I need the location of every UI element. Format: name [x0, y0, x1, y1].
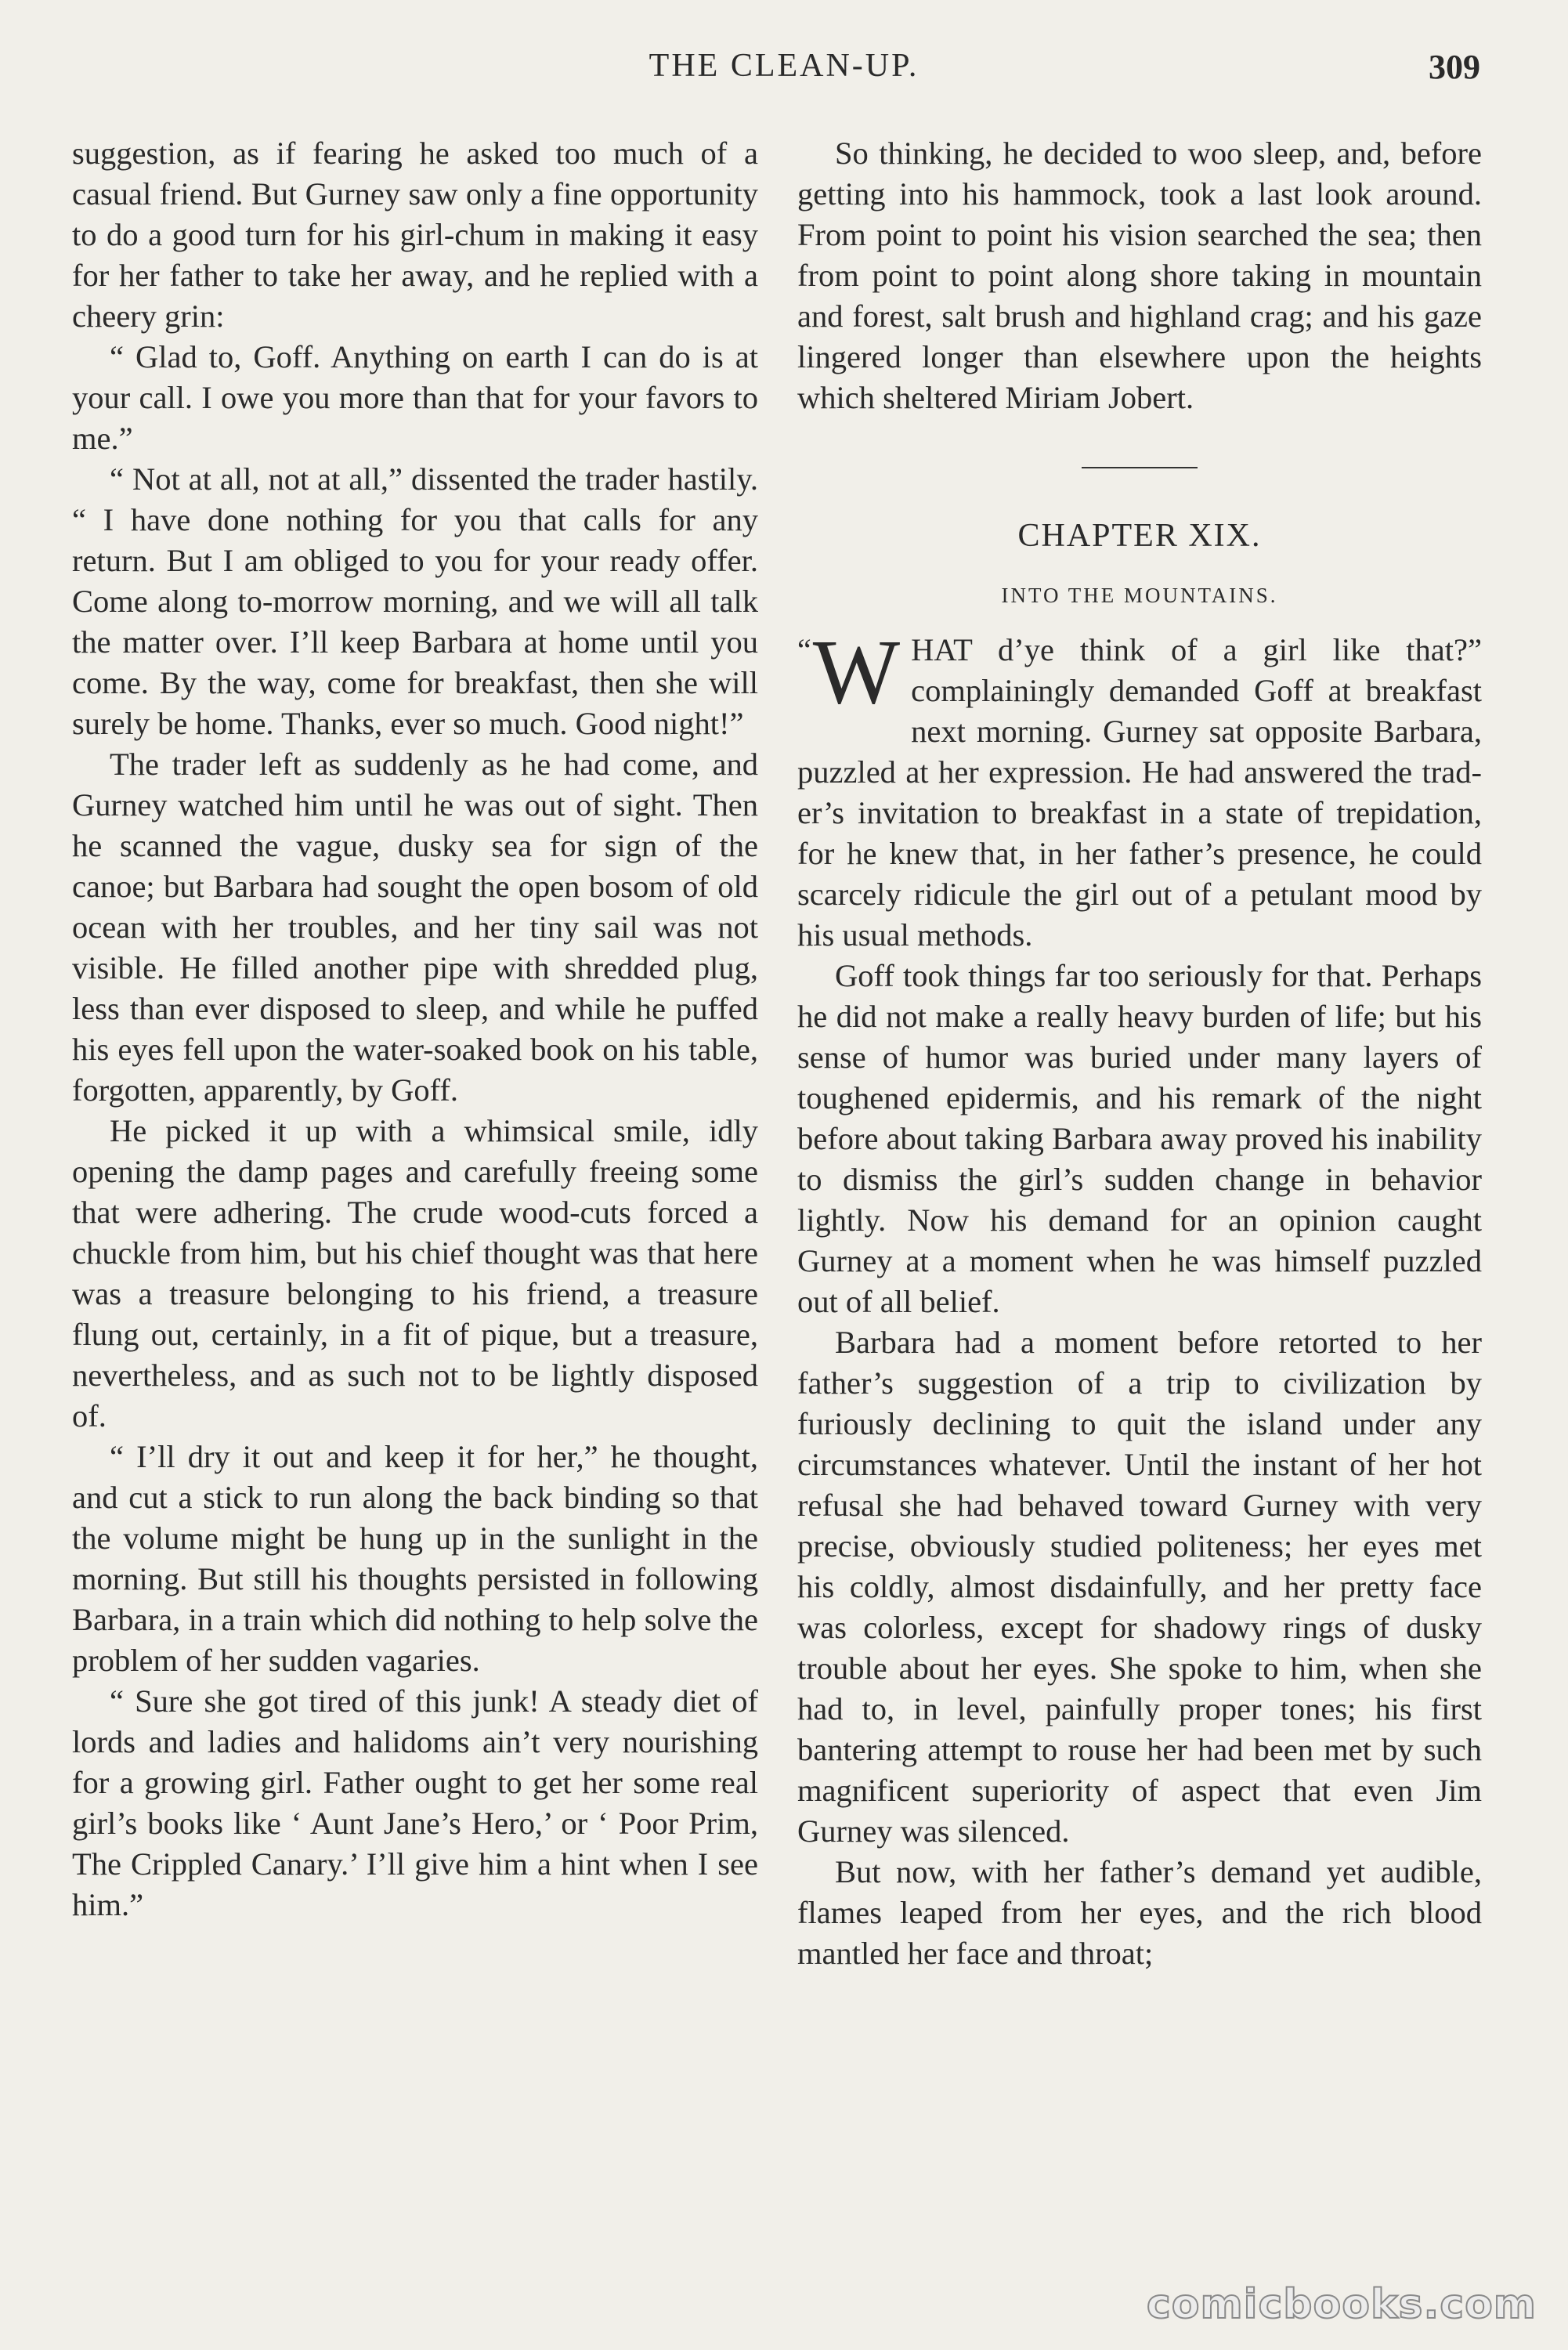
watermark: comicbooks.com: [1146, 2281, 1537, 2328]
paragraph: Goff took things far too seriously for that. Perhaps he did not make a really heavy burden of life; but his sense of humor was buried under many layers of toughened epidermis, and his remark of the night before about taking Barbara away proved his inability to dismiss the girl’s sudden change in behavior lightly. Now his demand for an opinion caught Gurney at a moment when he was himself puzzled out of all belief.: [797, 958, 1482, 1319]
drop-cap-letter: W: [812, 620, 901, 723]
chapter-opening-paragraph: [797, 620, 1482, 956]
paragraph: “ Not at all, not at all,” dissented the trader hastily. “ I have done nothing for you that calls for any return. But I am obliged to you for your ready offer. Come along to-morrow morning, and we will all talk the matter over. I’ll keep Barbara at home until you come. By the way, come for breakfast, then she will surely be home. Thanks, ever so much. Good night!”: [72, 461, 758, 741]
opening-text: HAT d’ye think of a girl like that?” complainingly demanded Goff at breakfast next morning. Gurney sat opposite Barbara, puzzled at her expression. He had answered the trader’s invitation to breakfast in a state of trepidation, for he knew that, in her father’s presence, he could scarcely ridicule the girl out of a petulant mood by his usual methods.: [797, 632, 1482, 953]
section-divider: [1082, 467, 1198, 468]
paragraph: “ Sure she got tired of this junk! A steady diet of lords and ladies and halidoms ain’t very nourishing for a growing girl. Father ought to get her some real girl’s books like ‘ Aunt Jane’s Hero,’ or ‘ Poor Prim, The Crippled Canary.’ I’ll give him a hint when I see him.”: [72, 1683, 758, 1922]
chapter-title: CHAPTER XIX.: [1017, 518, 1262, 554]
paragraph: suggestion, as if fearing he asked too much of a casual friend. But Gurney saw only a fine opportunity to do a good turn for his girl-chum in making it easy for her father to take her away, and he replied with a cheery grin:: [72, 136, 758, 334]
right-column: [797, 133, 1482, 1974]
paragraph: The trader left as suddenly as he had come, and Gurney watched him until he was out of sight. Then he scanned the vague, dusky sea for sign of the canoe; but Barbara had sought the open bosom of old ocean with her troubles, and her tiny sail was not visible. He filled another pipe with shredded plug, less than ever disposed to sleep, and while he puffed his eyes fell upon the water-soaked book on his table, forgotten, apparently, by Goff.: [72, 747, 758, 1108]
paragraph: “ I’ll dry it out and keep it for her,” he thought, and cut a stick to run along the back binding so that the volume might be hung up in the sunlight in the morning. But still his thoughts persisted in following Barbara, in a train which did nothing to help solve the problem of her sudden vagaries.: [72, 1439, 758, 1678]
left-column: [72, 133, 758, 1925]
paragraph: He picked it up with a whimsical smile, idly opening the damp pages and carefully freeing some that were adhering. The crude wood-cuts forced a chuckle from him, but his chief thought was that here was a treasure belonging to his friend, a treasure flung out, certainly, in a fit of pique, but a treasure, nevertheless, and as such not to be lightly disposed of.: [72, 1113, 758, 1434]
paragraph: Barbara had a moment before retorted to her father’s suggestion of a trip to civilization by furiously declining to quit the island under any circumstances whatever. Until the instant of her hot refusal she had behaved toward Gurney with very precise, obviously studied politeness; her eyes met his coldly, almost disdainfully, and her pretty face was colorless, except for shadowy rings of dusky trouble about her eyes. She spoke to him, when she had to, in level, painfully proper tones; his first bantering attempt to rouse her had been met by such magnificent superiority of aspect that even Jim Gurney was silenced.: [797, 1325, 1482, 1849]
page-header: [0, 47, 1568, 102]
drop-cap: [797, 620, 901, 723]
drop-cap-quote: “: [797, 632, 811, 667]
paragraph: “ Glad to, Goff. Anything on earth I can do is at your call. I owe you more than that for your favors to me.”: [72, 339, 758, 456]
chapter-subtitle: INTO THE MOUNTAINS.: [1001, 584, 1278, 607]
running-title: THE CLEAN-UP.: [649, 48, 919, 84]
paragraph: So thinking, he decided to woo sleep, and, before getting into his hammock, took a last look around. From point to point his vision searched the sea; then from point to point along shore taking in mountain and forest, salt brush and highland crag; and his gaze lingered longer than elsewhere upon the heights which sheltered Miriam Jobert.: [797, 136, 1482, 415]
page-number: 309: [1429, 48, 1480, 86]
paragraph: But now, with her father’s demand yet audible, flames leaped from her eyes, and the rich blood mantled her face and throat;: [797, 1854, 1482, 1971]
